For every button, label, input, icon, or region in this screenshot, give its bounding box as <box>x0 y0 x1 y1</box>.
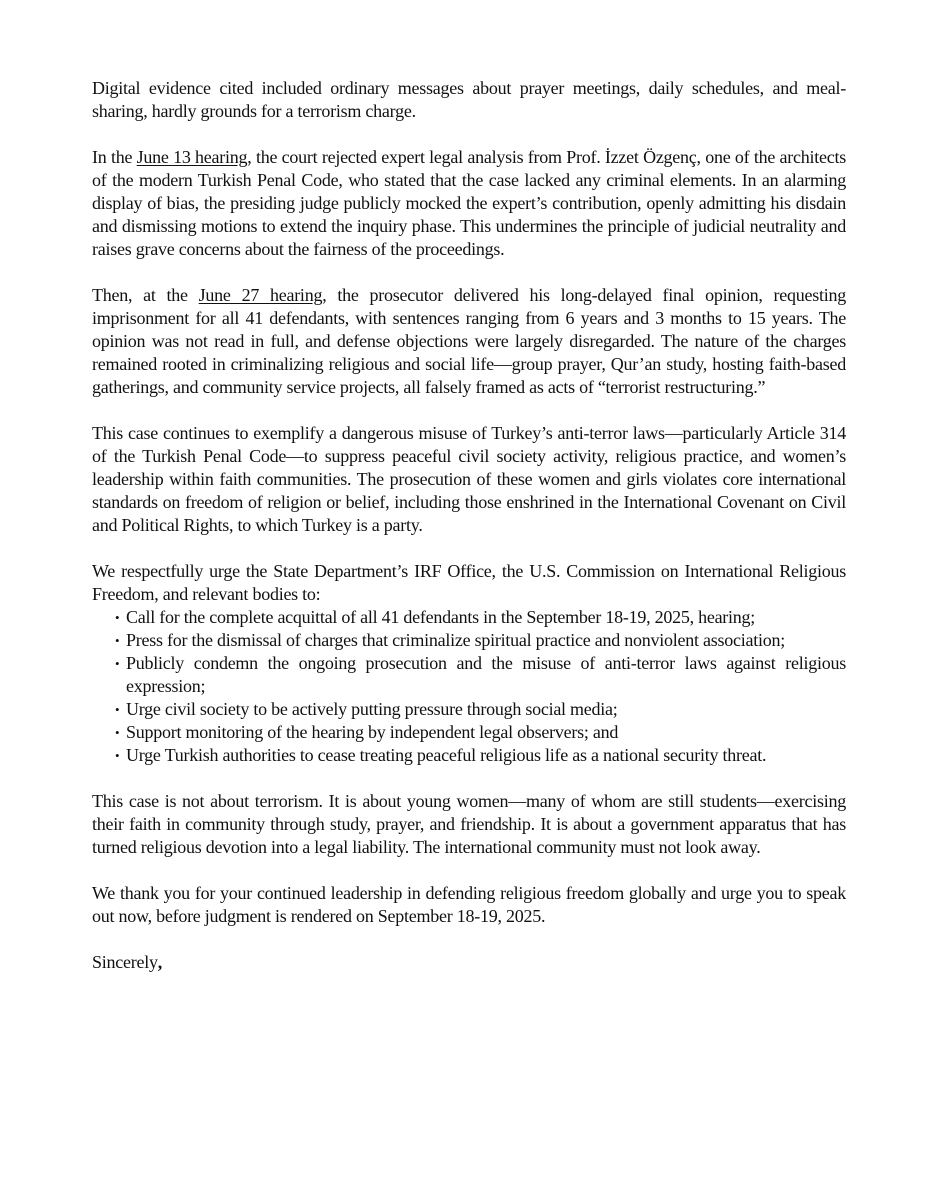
recommendations-list <box>92 606 846 767</box>
paragraph-june-27 <box>92 284 846 399</box>
paragraph-june-13 <box>92 146 846 261</box>
paragraph-anti-terror-laws: This case continues to exemplify a dangerous misuse of Turkey’s anti-terror laws—particularly Article 314 of the Turkish Penal Code—to suppress peaceful civil society activity, religious practice, and women’s leadership within faith communities. The prosecution of these women and girls violates core international standards on freedom of religion or belief, including those enshrined in the International Covenant on Civil and Political Rights, to which Turkey is a party. <box>92 423 846 535</box>
closing <box>92 951 846 974</box>
closing-text: Sincerely <box>92 952 158 972</box>
paragraph-not-terrorism: This case is not about terrorism. It is about young women—many of whom are still students—exercising their faith in community through study, prayer, and friendship. It is about a government apparatus that has turned religious devotion into a legal liability. The international community must not look away. <box>92 791 846 857</box>
list-item: • Press for the dismissal of charges that criminalize spiritual practice and nonviolent association; <box>126 629 846 652</box>
june-13-hearing-link[interactable]: June 13 hearing <box>136 147 248 167</box>
text: Then, at the <box>92 285 199 305</box>
text: , the prosecutor delivered his long-delayed final opinion, requesting imprisonment for all 41 defendants, with sentences ranging from 6 years and 3 months to 15 years. The opinion was not read in full, and defense objections were largely disregarded. The nature of the charges remained rooted in criminalizing religious and social life—group prayer, Qur’an study, hosting faith-based gatherings, and community service projects, all falsely framed as acts of “terrorist restructuring.” <box>92 285 847 397</box>
list-item: • Urge civil society to be actively putting pressure through social media; <box>126 698 846 721</box>
list-item: • Urge Turkish authorities to cease treating peaceful religious life as a national security threat. <box>126 744 846 767</box>
list-item: • Call for the complete acquittal of all 41 defendants in the September 18-19, 2025, hearing; <box>126 606 846 629</box>
list-item: • Support monitoring of the hearing by independent legal observers; and <box>126 721 846 744</box>
closing-punctuation: , <box>157 952 162 972</box>
paragraph-urge: We respectfully urge the State Department’s IRF Office, the U.S. Commission on International Religious Freedom, and relevant bodies to: <box>92 561 846 604</box>
paragraph-thanks: We thank you for your continued leadership in defending religious freedom globally and urge you to speak out now, before judgment is rendered on September 18-19, 2025. <box>92 883 846 926</box>
paragraph-digital-evidence: Digital evidence cited included ordinary messages about prayer meetings, daily schedules, and meal-sharing, hardly grounds for a terrorism charge. <box>92 78 846 121</box>
text: In the <box>92 147 137 167</box>
text: , the court rejected expert legal analysis from Prof. İzzet Özgenç, one of the architects of the modern Turkish Penal Code, who stated that the case lacked any criminal elements. In an alarming display of bias, the presiding judge publicly mocked the expert’s contribution, openly admitting his disdain and dismissing motions to extend the inquiry phase. This undermines the principle of judicial neutrality and raises grave concerns about the fairness of the proceedings. <box>92 147 847 259</box>
june-27-hearing-link[interactable]: June 27 hearing <box>198 285 323 305</box>
list-item: • Publicly condemn the ongoing prosecution and the misuse of anti-terror laws against religious expression; <box>126 652 846 698</box>
